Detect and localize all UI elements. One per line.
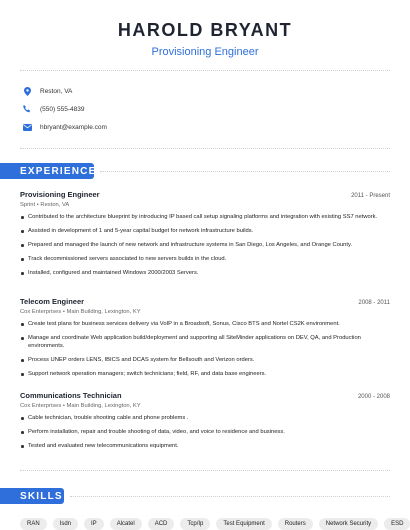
phone-icon [22,104,32,114]
job-title: Telecom Engineer [20,297,85,306]
envelope-icon [22,122,32,132]
job-company: Sprint • Reston, VA [20,202,70,208]
email-text[interactable]: hbryant@example.com [40,123,107,131]
skill-chip: Tcp/Ip [180,518,210,530]
skill-chip: Routers [278,518,313,530]
bullet-item: Process UNEP orders LENS, IBICS and DCAS system for Bellsouth and Verizon orders. [20,356,390,364]
experience-heading: EXPERIENCE [0,163,94,179]
job-dates: 2000 - 2008 [357,394,390,400]
job-title: Provisioning Engineer [20,190,100,199]
job-dates: 2008 - 2011 [358,300,390,306]
bullet-item: Tested and evaluated new telecommunications equipment. [20,442,390,450]
job-company: Cox Enterprises • Main Building, Lexington, KY [20,309,141,315]
skills-list [20,518,410,530]
contact-email [22,118,107,136]
contact-phone [22,100,107,118]
skill-chip: Isdn [53,518,78,530]
contact-list [22,82,107,136]
skills-heading-line [70,496,390,497]
skill-chip: Network Security [319,518,378,530]
experience-divider [20,470,390,471]
job-entry [20,190,390,283]
bullet-item: Perform installation, repair and trouble shooting of data, video, and voice to residence and business. [20,428,390,436]
skills-heading: SKILLS [0,488,64,504]
skill-chip: Test Equipment [216,518,271,530]
job-title: Communications Technician [20,391,122,400]
bullet-item: Contributed to the architecture blueprint by introducing IP based call setup signaling platforms and integration with existing SS7 network. [20,213,390,221]
job-bullets [20,320,390,378]
job-dates: 2011 - Present [351,193,390,199]
bullet-item: Assisted in development of 1 and 5-year capital budget for network infrastructure builds. [20,227,390,235]
bullet-item: Cable technician, trouble shooting cable and phone problems . [20,414,390,422]
job-bullets [20,414,390,450]
job-company: Cox Enterprises • Main Building, Lexington, KY [20,403,141,409]
job-entry [20,391,390,456]
bullet-item: Manage and coordinate Web application build/deployment and supporting all SiteMinder applications on DEV, QA, and Production environments. [20,334,390,350]
bullet-item: Create test plans for business services delivery via VoIP in a Broadsoft, Sonus, Cisco BTS and Nortel CS2K environment. [20,320,390,328]
location-text: Reston, VA [40,87,73,95]
header-divider [20,70,390,71]
bullet-item: Track decommissioned servers associated to new servers builds in the cloud. [20,255,390,263]
job-entry [20,297,390,384]
skill-chip: ESD [384,518,410,530]
bullet-item: Installed, configured and maintained Windows 2000/2003 Servers. [20,269,390,277]
contact-divider [20,148,390,149]
skill-chip: Alcatel [110,518,142,530]
skill-chip: RAN [20,518,47,530]
resume-header [0,20,410,58]
experience-heading-line [100,171,390,172]
skill-chip: ACD [148,518,175,530]
candidate-role: Provisioning Engineer [151,46,259,58]
contact-location [22,82,107,100]
bullet-item: Support network operation managers; switch technicians; field, RF, and data base engineers. [20,370,390,378]
phone-text[interactable]: (550) 555-4839 [40,105,85,113]
candidate-name: HAROLD BRYANT [117,20,293,40]
map-pin-icon [22,86,32,96]
job-bullets [20,213,390,277]
skill-chip: IP [84,518,104,530]
bullet-item: Prepared and managed the launch of new network and infrastructure systems in San Diego, Los Angeles, and Orange County. [20,241,390,249]
